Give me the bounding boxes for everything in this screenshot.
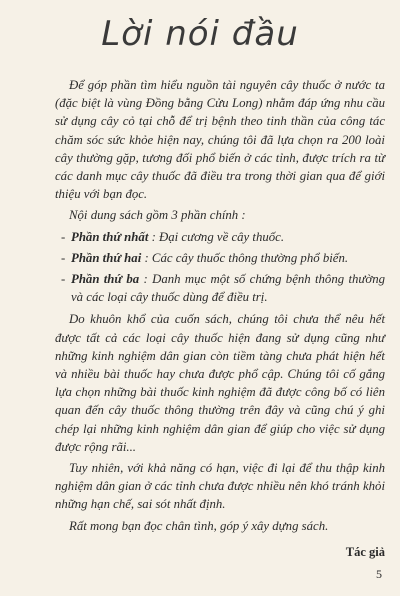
part-item <box>55 228 385 246</box>
paragraph-closing: Rất mong bạn đọc chân tình, góp ý xây dựng sách. <box>69 518 329 533</box>
part-text: : Đại cương về cây thuốc. <box>148 229 285 244</box>
part-item <box>55 249 385 267</box>
page-number: 5 <box>376 567 382 581</box>
part-item <box>55 270 385 306</box>
author-signature: Tác giả <box>345 544 385 559</box>
paragraph-contents: Nội dung sách gồm 3 phần chính : <box>69 208 246 223</box>
page-title: Lời nói đầu <box>101 14 299 54</box>
paragraph-limitations: Tuy nhiên, với khả năng có hạn, việc đi lại để thu thập kinh nghiệm dân gian ở các tỉnh chưa được nhiều nên khó tránh khỏi những hạn chế, sai sót nhất định. <box>55 461 385 512</box>
part-label: Phần thứ hai <box>71 250 142 265</box>
part-text: : Danh mục một số chứng bệnh thông thường và các loại cây thuốc dùng để điều trị. <box>71 272 385 305</box>
preface-body <box>55 76 385 561</box>
part-label: Phần thứ ba <box>71 272 140 287</box>
paragraph-intro: Để góp phần tìm hiểu nguồn tài nguyên cây thuốc ở nước ta (đặc biệt là vùng Đồng bằng Cửu Long) nhằm đáp ứng nhu cầu sử dụng cây cỏ tại chỗ để trị bệnh theo tinh thần của công tác chăm sóc sức khỏe hiện nay, chúng tôi đã lựa chọn ra 200 loài cây thường gặp, tương đối phổ biến ở các tỉnh, được trích ra từ các danh mục cây thuốc đã điều tra trong thời gian qua để giới thiệu với bạn đọc. <box>55 78 385 202</box>
paragraph-scope: Do khuôn khổ của cuốn sách, chúng tôi chưa thể nêu hết được tất cả các loại cây thuốc hiện đang sử dụng cũng như những kinh nghiệm dân gian còn tiềm tàng chưa phát hiện hết và nhiều bài thuốc hay chưa được phổ cập. Chúng tôi cố gắng lựa chọn những bài thuốc kinh nghiệm đã được công bố có liên quan đến cây thuốc thông thường trên đây và cũng chú ý ghi chép lại những kinh nghiệm dân gian để giúp cho việc sử dụng được rộng rãi... <box>55 312 385 454</box>
part-text: : Các cây thuốc thông thường phổ biến. <box>141 250 349 265</box>
part-label: Phần thứ nhất <box>71 229 149 244</box>
parts-list <box>55 228 385 307</box>
